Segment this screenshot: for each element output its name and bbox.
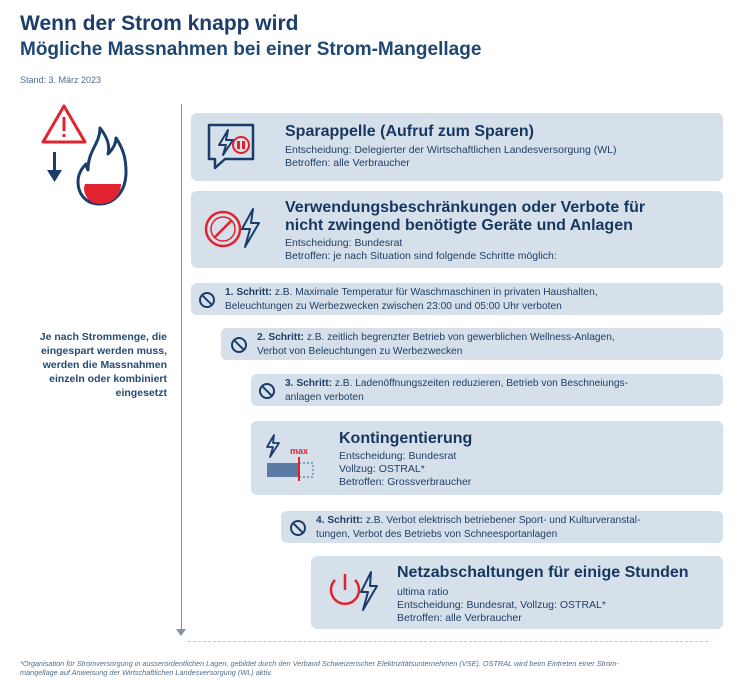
verbote-affected: Betroffen: je nach Situation sind folgende Schritte möglich: (285, 250, 557, 262)
netzabschaltungen-decision: Entscheidung: Bundesrat, Vollzug: OSTRAL* (397, 599, 606, 611)
footnote-line1: *Organisation für Stromversorgung in ausserordentlichen Lagen, gebildet durch den Verband Schweizerischer Elektrizitätsunternehmen (VSE). OSTRAL wird beim Eintreten einer Strom- (20, 659, 619, 668)
footnote-line2: mangellage auf Anweisung der Wirtschaftlichen Landesversorgung (WL) aktiv. (20, 668, 273, 677)
panel-netzabschaltungen (311, 556, 723, 629)
step-3-text (285, 377, 628, 404)
step-3 (251, 374, 723, 406)
prohibited-icon (290, 520, 306, 536)
page-subtitle: Mögliche Massnahmen bei einer Strom-Mangellage (20, 39, 482, 60)
quota-max-icon (264, 433, 322, 483)
step-3-label: 3. Schritt: (285, 378, 332, 389)
prohibited-icon (259, 383, 275, 399)
step-4 (281, 511, 723, 543)
step-3-line1: z.B. Ladenöffnungszeiten reduzieren, Betrieb von Beschneiungs- (334, 378, 629, 389)
step-1-line2: Beleuchtungen zu Werbezwecken zwischen 23:00 und 05:00 Uhr verboten (225, 300, 562, 312)
quota-max-label: max (290, 446, 309, 456)
panel-sparappelle (191, 113, 723, 181)
step-2-line1: z.B. zeitlich begrenzter Betrieb von gewerblichen Wellness-Anlagen, (306, 332, 615, 343)
kontingentierung-decision: Entscheidung: Bundesrat (339, 450, 457, 462)
sparappelle-decision: Entscheidung: Delegierter der Wirtschaftlichen Landesversorgung (WL) (285, 144, 617, 156)
prohibited-icon (199, 292, 215, 308)
netzabschaltungen-heading: Netzabschaltungen für einige Stunden (397, 564, 689, 581)
side-note: Je nach Strommenge, die eingespart werden muss, werden die Massnahmen einzeln oder kombiniert eingesetzt (39, 331, 167, 399)
kontingentierung-heading: Kontingentierung (339, 430, 473, 447)
timeline-line (181, 104, 182, 634)
sparappelle-affected: Betroffen: alle Verbraucher (285, 157, 410, 169)
step-2 (221, 328, 723, 360)
panel-kontingentierung (251, 421, 723, 495)
verbote-decision: Entscheidung: Bundesrat (285, 237, 403, 249)
kontingentierung-affected: Betroffen: Grossverbraucher (339, 476, 472, 488)
step-1-text (225, 286, 598, 313)
step-3-line2: anlagen verboten (285, 391, 364, 403)
prohibited-icon (231, 337, 247, 353)
netzabschaltungen-affected: Betroffen: alle Verbraucher (397, 612, 522, 624)
step-2-label: 2. Schritt: (257, 332, 304, 343)
footnote (20, 659, 735, 677)
step-2-text (257, 331, 615, 358)
prohibited-energy-icon (203, 207, 263, 251)
step-1 (191, 283, 723, 315)
verbote-heading (285, 199, 645, 235)
step-4-line2: tungen, Verbot des Betriebs von Schneesportanlagen (316, 528, 558, 540)
speech-bubble-energy-icon (205, 121, 257, 173)
step-1-line1: z.B. Maximale Temperatur für Waschmaschinen in privaten Haushalten, (274, 287, 598, 298)
step-2-line2: Verbot von Beleuchtungen zu Werbezwecken (257, 345, 463, 357)
netzabschaltungen-note: ultima ratio (397, 586, 449, 598)
step-4-line1: z.B. Verbot elektrisch betriebener Sport- und Kulturveranstal- (365, 515, 641, 526)
timeline-arrow-icon (176, 629, 186, 636)
power-off-icon (325, 570, 381, 614)
step-4-label: 4. Schritt: (316, 515, 363, 526)
sparappelle-heading: Sparappelle (Aufruf zum Sparen) (285, 123, 534, 140)
page-title: Wenn der Strom knapp wird (20, 12, 299, 35)
bottom-divider (188, 641, 708, 642)
step-1-label: 1. Schritt: (225, 287, 272, 298)
date-stamp: Stand: 3. März 2023 (20, 75, 102, 85)
panel-verbote (191, 191, 723, 268)
warning-flame-icon (38, 100, 128, 212)
verbote-heading-line2: nicht zwingend benötigte Geräte und Anlagen (285, 217, 633, 234)
step-4-text (316, 514, 640, 541)
verbote-heading-line1: Verwendungsbeschränkungen oder Verbote für (285, 199, 646, 216)
kontingentierung-execution: Vollzug: OSTRAL* (339, 463, 425, 475)
